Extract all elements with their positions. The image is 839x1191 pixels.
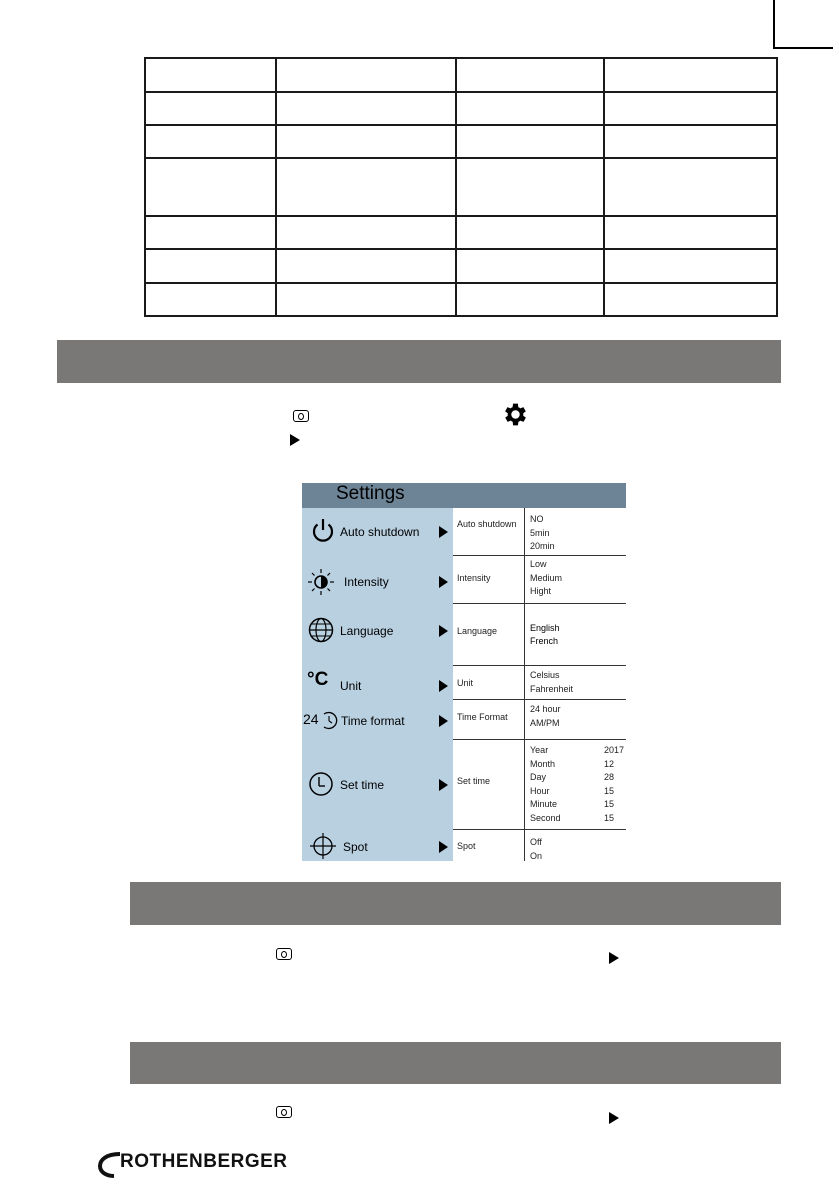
option[interactable]: On [530, 851, 543, 861]
chevron-right-icon [439, 779, 448, 791]
option[interactable]: English [530, 623, 560, 633]
column-divider [524, 508, 525, 861]
detail-name: Unit [457, 678, 474, 688]
menu-item-spot[interactable] [302, 832, 453, 861]
time-field-value[interactable]: 12 [604, 759, 615, 769]
time-field-label: Minute [530, 799, 558, 809]
time-field-label: Hour [530, 786, 550, 796]
time-field-label: Year [530, 745, 549, 755]
play-arrow-icon [290, 434, 300, 446]
menu-label: Unit [340, 679, 362, 693]
power-icon [310, 517, 336, 545]
menu-item-unit[interactable] [302, 671, 453, 701]
detail-name: Intensity [457, 573, 491, 583]
chevron-right-icon [439, 526, 448, 538]
menu-item-intensity[interactable] [302, 567, 453, 597]
chevron-right-icon [439, 680, 448, 692]
clock-icon [308, 770, 334, 798]
rothenberger-logo [98, 1148, 308, 1178]
option[interactable]: Hight [530, 586, 552, 596]
row-divider [453, 699, 626, 700]
menu-label: Time format [341, 714, 405, 728]
menu-label: Spot [343, 840, 368, 854]
section-header-band [130, 1042, 781, 1084]
time-field-label: Second [530, 813, 561, 823]
power-button-icon [276, 1106, 292, 1118]
menu-label: Set time [340, 778, 385, 792]
clock-arrow-icon [319, 709, 339, 731]
crosshair-icon [309, 832, 337, 860]
row-divider [453, 665, 626, 666]
menu-item-language[interactable] [302, 616, 453, 646]
detail-name: Language [457, 626, 498, 636]
power-button-icon [293, 410, 309, 422]
menu-item-time-format[interactable] [302, 706, 453, 736]
row-divider [453, 829, 626, 830]
row-divider [453, 603, 626, 604]
menu-label: Language [340, 624, 394, 638]
option[interactable]: 5min [530, 528, 550, 538]
brand-name: ROTHENBERGER [120, 1151, 288, 1172]
menu-item-auto-shutdown[interactable] [302, 517, 453, 547]
option[interactable]: French [530, 636, 559, 646]
detail-name: Set time [457, 776, 491, 786]
option[interactable]: Celsius [530, 670, 560, 680]
play-arrow-icon [609, 952, 619, 964]
row-divider [453, 739, 626, 740]
section-header-band [130, 882, 781, 925]
celsius-icon: °C [307, 669, 329, 690]
option[interactable]: Medium [530, 573, 563, 583]
time-field-value[interactable]: 2017 [604, 745, 625, 755]
option[interactable]: 24 hour [530, 704, 561, 714]
detail-name: Spot [457, 841, 476, 851]
option[interactable]: 20min [530, 541, 555, 551]
chevron-right-icon [439, 841, 448, 853]
time-field-label: Month [530, 759, 556, 769]
option[interactable]: AM/PM [530, 718, 560, 728]
time-field-label: Day [530, 772, 547, 782]
power-button-icon [276, 948, 292, 960]
settings-title: Settings [336, 483, 405, 504]
time-format-icon: 24 [303, 711, 319, 727]
crop-mark-v [773, 0, 775, 47]
time-field-value[interactable]: 15 [604, 799, 615, 809]
chevron-right-icon [439, 576, 448, 588]
gear-icon [501, 400, 530, 429]
row-divider [453, 555, 626, 556]
option[interactable]: Fahrenheit [530, 684, 574, 694]
crop-mark-h [773, 47, 833, 49]
option[interactable]: NO [530, 514, 544, 524]
chevron-right-icon [439, 625, 448, 637]
menu-item-set-time[interactable] [302, 770, 453, 800]
play-arrow-icon [609, 1112, 619, 1124]
menu-label: Intensity [344, 575, 389, 589]
time-field-value[interactable]: 15 [604, 786, 615, 796]
globe-icon [307, 616, 335, 644]
settings-title-bar [302, 483, 626, 508]
settings-screen [302, 483, 626, 861]
section-header-band [57, 340, 781, 383]
option[interactable]: Off [530, 837, 542, 847]
option[interactable]: Low [530, 559, 547, 569]
detail-name: Time Format [457, 712, 508, 722]
time-field-value[interactable]: 15 [604, 813, 615, 823]
detail-name: Auto shutdown [457, 519, 517, 529]
brightness-icon [306, 567, 336, 597]
chevron-right-icon [439, 715, 448, 727]
menu-label: Auto shutdown [340, 525, 420, 539]
time-field-value[interactable]: 28 [604, 772, 615, 782]
specification-table [144, 57, 778, 317]
